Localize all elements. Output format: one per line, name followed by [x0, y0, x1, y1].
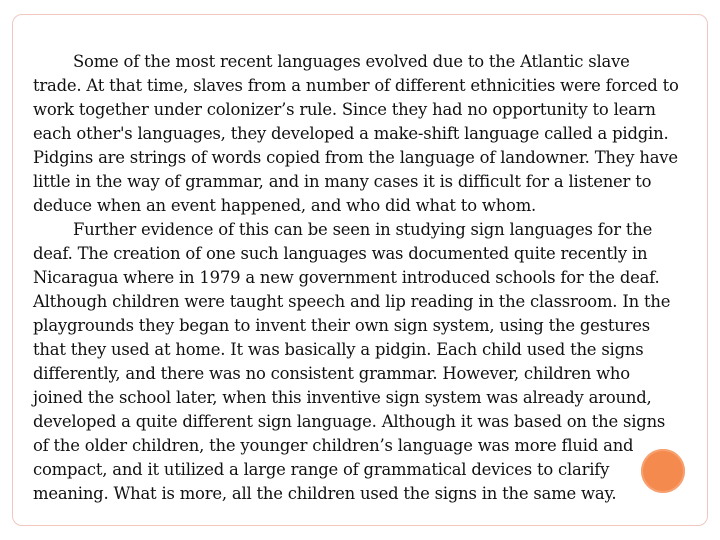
paragraph-atlantic-slave-trade: Some of the most recent languages evolved due to the Atlantic slave trade. At that time, slaves from a number of different ethnicities were forced to work together under colonizer’s rule. Since they had no opportunity to learn each other's languages, they developed a make-shift language called a pidgin. Pidgins are strings of words copied from the language of landowner. They have little in the way of grammar, and in many cases it is difficult for a listener to deduce when an event happened, and who did what to whom.	[33, 52, 679, 215]
orange-circle-icon	[641, 449, 685, 493]
paragraph-sign-languages: Further evidence of this can be seen in studying sign languages for the deaf. The creation of one such languages was documented quite recently in Nicaragua where in 1979 a new government introduced schools for the deaf. Although children were taught speech and lip reading in the classroom. In the playgrounds they began to invent their own sign system, using the gestures that they used at home. It was basically a pidgin. Each child used the signs differently, and there was no consistent grammar. However, children who joined the school later, when this inventive sign system was already around, developed a quite different sign language. Although it was based on the signs of the older children, the younger children’s language was more fluid and compact, and it utilized a large range of grammatical devices to clarify meaning. What is more, all the children used the signs in the same way.	[33, 220, 671, 503]
slide-body-text	[33, 50, 683, 506]
